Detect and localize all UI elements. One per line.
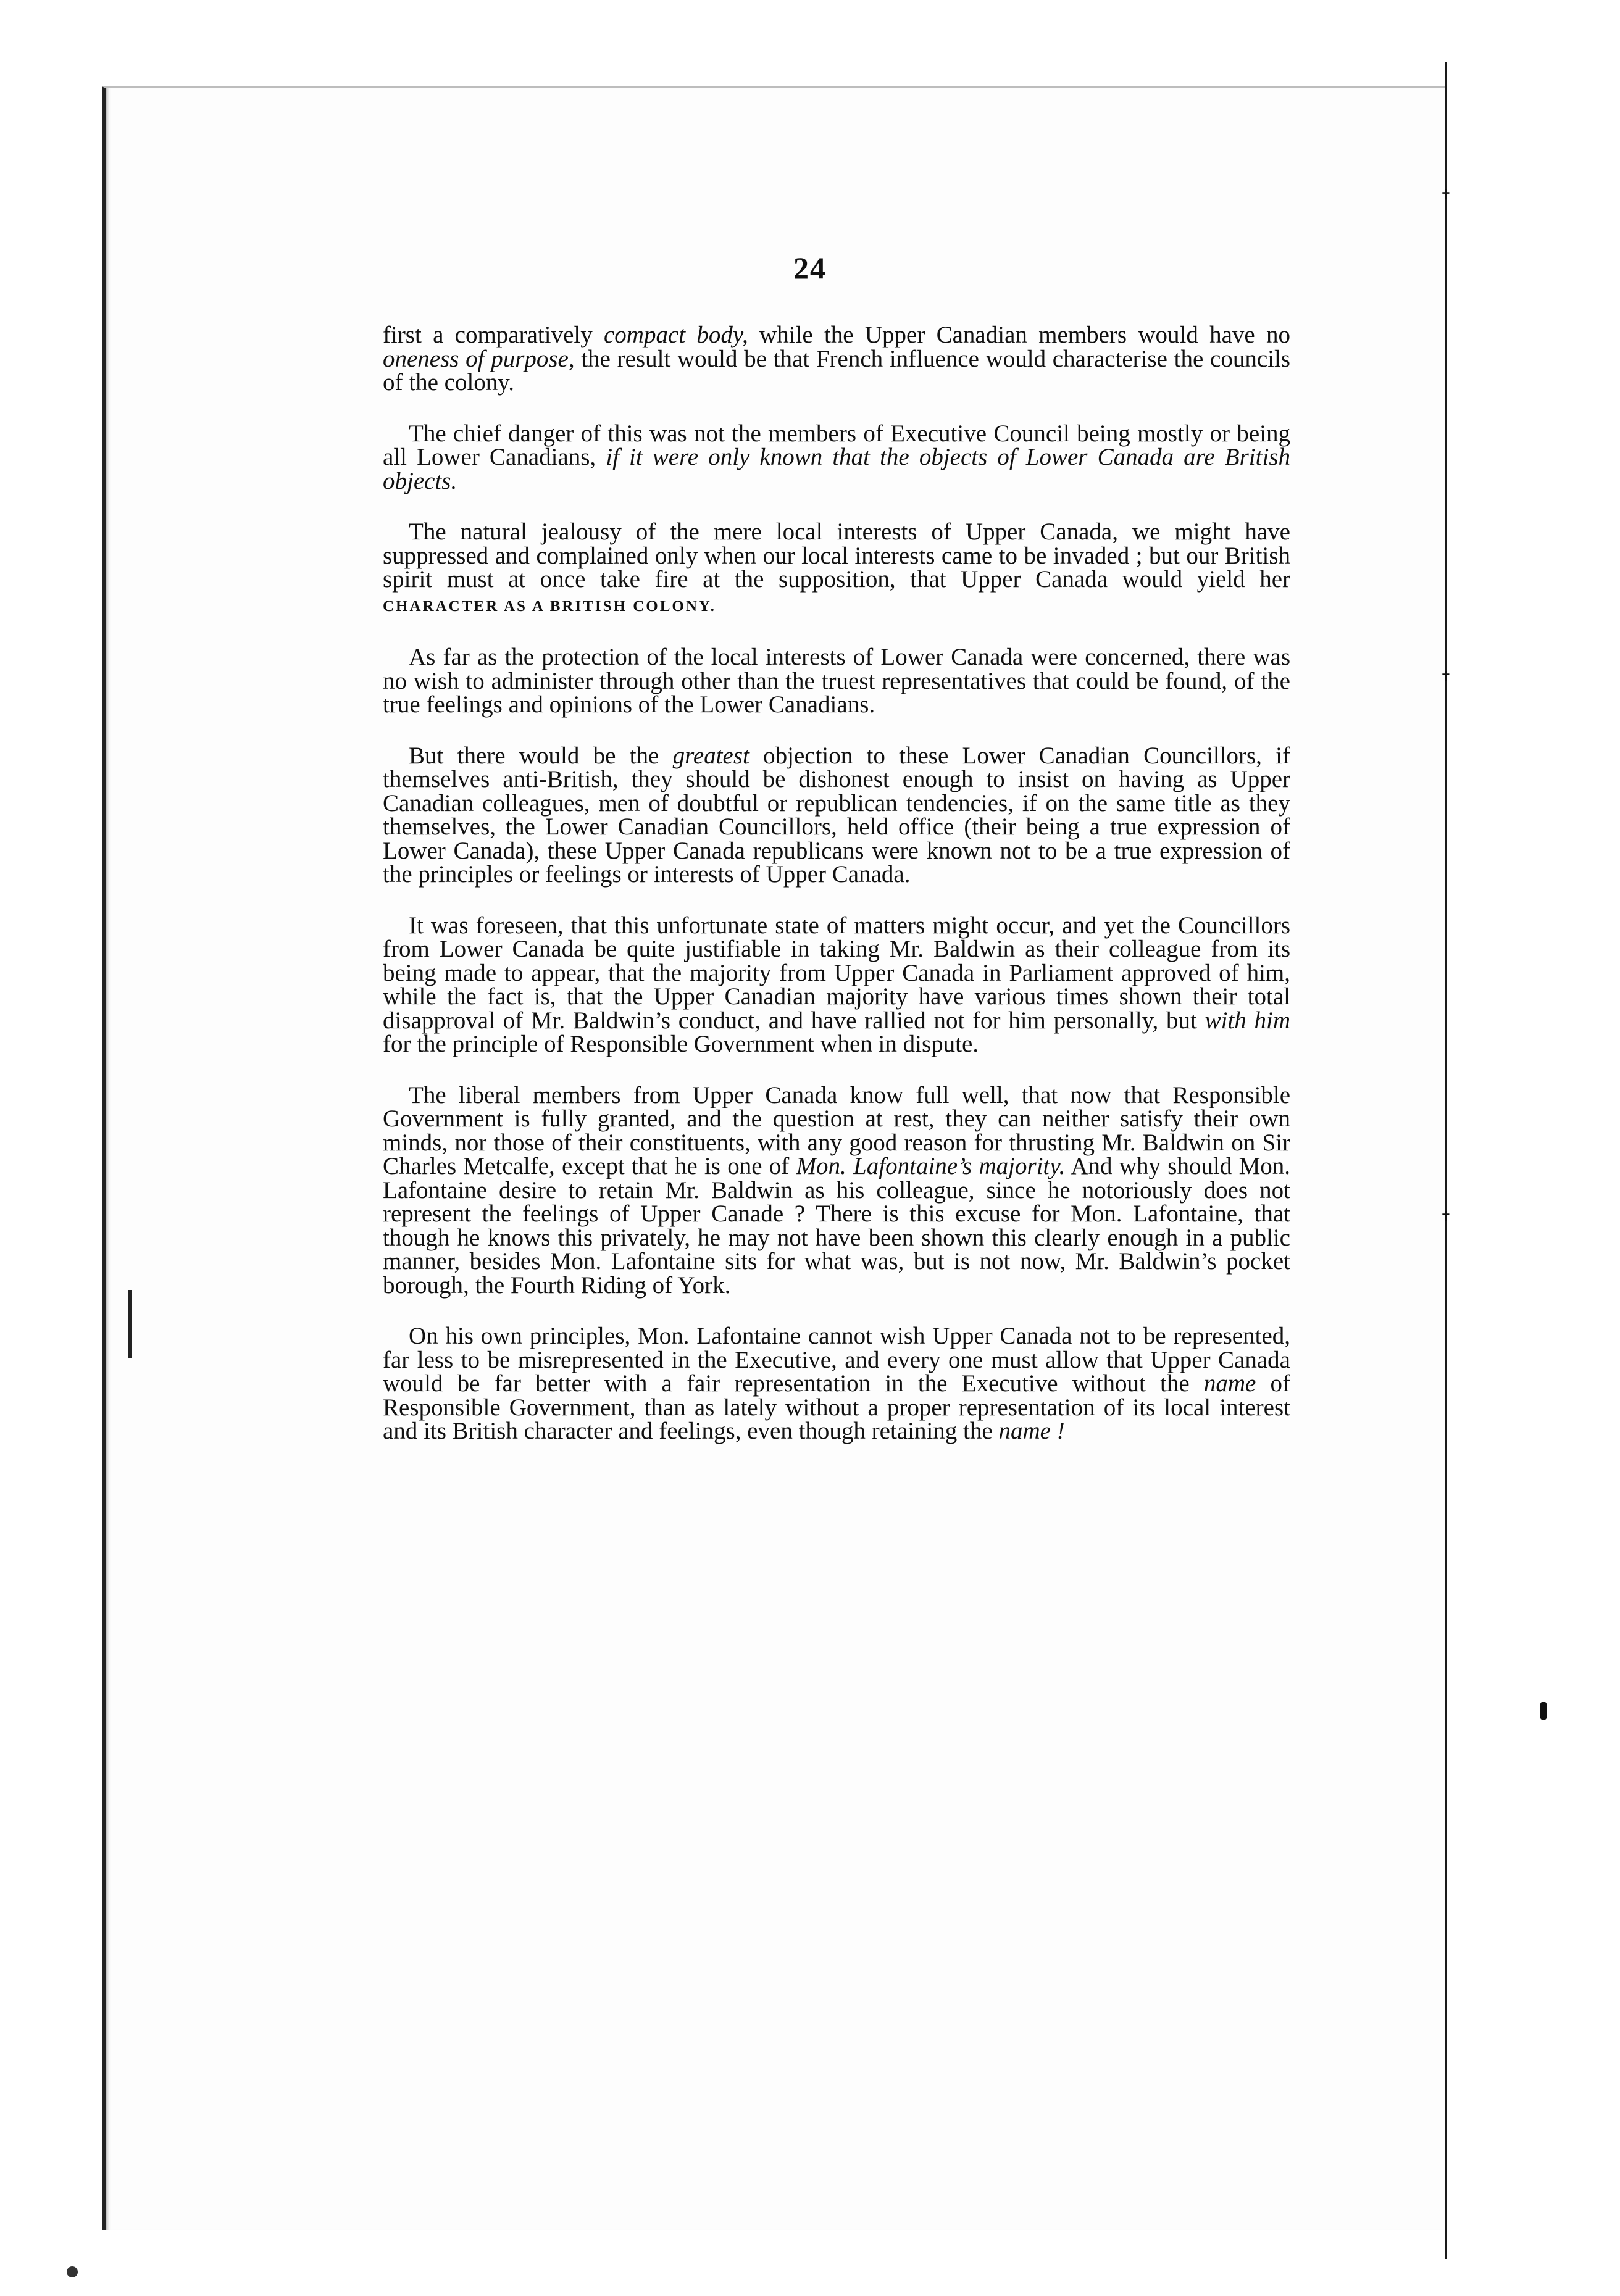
- text-run: It was foreseen, that this unfortunate state of matters might occur, and yet the Councillors from Lower Canada be quite justifiable in taking Mr. Baldwin as their colleague from its being made to appear, that the majority from Upper Canada in Parliament approved of him, while the fact is, that the Upper Canadian majority have various times shown their total disapproval of Mr. Baldwin’s conduct, and have rallied not for him personally, but: [383, 912, 1290, 1034]
- italic-run: Mon. Lafontaine’s majority.: [796, 1153, 1066, 1179]
- page-number: 24: [793, 251, 827, 285]
- paragraph: [383, 1081, 1290, 1299]
- paragraph: [383, 520, 1290, 618]
- text-run: On his own principles, Mon. Lafontaine cannot wish Upper Canada not to be represented, far less to be misrepresented in the Executive, and every one must allow that Upper Canada would be far better with a fair representation in the Executive without the: [383, 1323, 1290, 1397]
- text-run: of Responsible Government, than as lately without a proper representation of its local interest and its British character and feelings, even though retaining the: [383, 1370, 1290, 1444]
- paragraph: [383, 744, 1290, 887]
- margin-mark: [128, 1290, 132, 1358]
- scan-artifact: [67, 2266, 78, 2277]
- text-run: The chief danger of this was not the members of Executive Council being mostly or being all Lower Canadians,: [383, 420, 1290, 470]
- facing-page-strip: [1448, 62, 1620, 2259]
- text-run: while the Upper Canadian members would have no: [748, 322, 1291, 348]
- paragraph: [383, 422, 1290, 494]
- italic-run: greatest: [672, 742, 749, 769]
- text-run: the result would be that French influence would characterise the councils of the colony.: [383, 345, 1290, 396]
- paragraph: [383, 646, 1290, 717]
- italic-run: compact body,: [604, 322, 748, 348]
- paragraph: [383, 323, 1290, 395]
- body-text: [383, 323, 1290, 1471]
- binding-mark: ✝: [1440, 188, 1452, 203]
- text-run: And why should Mon. Lafontaine desire to retain Mr. Baldwin as his colleague, since he notoriously does not represent the feelings of Upper Canade ? There is this excuse for Mon. Lafontaine, that though he knows this privately, he may not have been shown this clearly enough in a public manner, besides Mon. Lafontaine sits for what was, but is not now, Mr. Baldwin’s pocket borough, the Fourth Riding of York.: [383, 1153, 1290, 1299]
- text-run: The liberal members from Upper Canada know full well, that now that Responsible Government is fully granted, and the question at rest, they can neither satisfy their own minds, nor those of their constituents, with any good reason for thrusting Mr. Baldwin on Sir Charles Metcalfe, except that he is one of: [383, 1081, 1290, 1179]
- italic-run: oneness of purpose,: [383, 345, 575, 372]
- binding-mark: ✝: [1440, 1209, 1452, 1225]
- small-caps-run: CHARACTER AS A BRITISH COLONY.: [383, 597, 716, 615]
- text-run: for the principle of Responsible Government when in dispute.: [383, 1031, 979, 1057]
- margin-mark: [1540, 1702, 1547, 1720]
- page-gutter-edge: [1445, 62, 1447, 2259]
- binding-mark: ✝: [1440, 669, 1452, 684]
- text-run: first a comparatively: [383, 322, 604, 348]
- italic-run: if it were only known that the objects of Lower Canada are British objects.: [383, 444, 1290, 494]
- paragraph: [383, 914, 1290, 1057]
- italic-run: name: [1203, 1370, 1256, 1397]
- text-run: The natural jealousy of the mere local interests of Upper Canada, we might have suppressed and complained only when our local interests came to be invaded ; but our British spirit must at once take fire at the supposition, that Upper Canada would yield her: [383, 518, 1290, 593]
- paragraph: [383, 1325, 1290, 1444]
- text-run: As far as the protection of the local interests of Lower Canada were concerned, there was no wish to administer through other than the truest representatives that could be found, of the true feelings and opinions of the Lower Canadians.: [383, 644, 1290, 718]
- italic-run: name !: [998, 1418, 1065, 1444]
- text-run: But there would be the: [409, 742, 673, 769]
- italic-run: with him: [1205, 1007, 1290, 1034]
- text-run: objection to these Lower Canadian Councillors, if themselves anti-British, they should be dishonest enough to insist on having as Upper Canadian colleagues, men of doubtful or republican tendencies, if on the same title as they themselves, the Lower Canadian Councillors, held office (their being a true expression of Lower Canada), these Upper Canada republicans were known not to be a true expression of the principles or feelings or interests of Upper Canada.: [383, 742, 1291, 888]
